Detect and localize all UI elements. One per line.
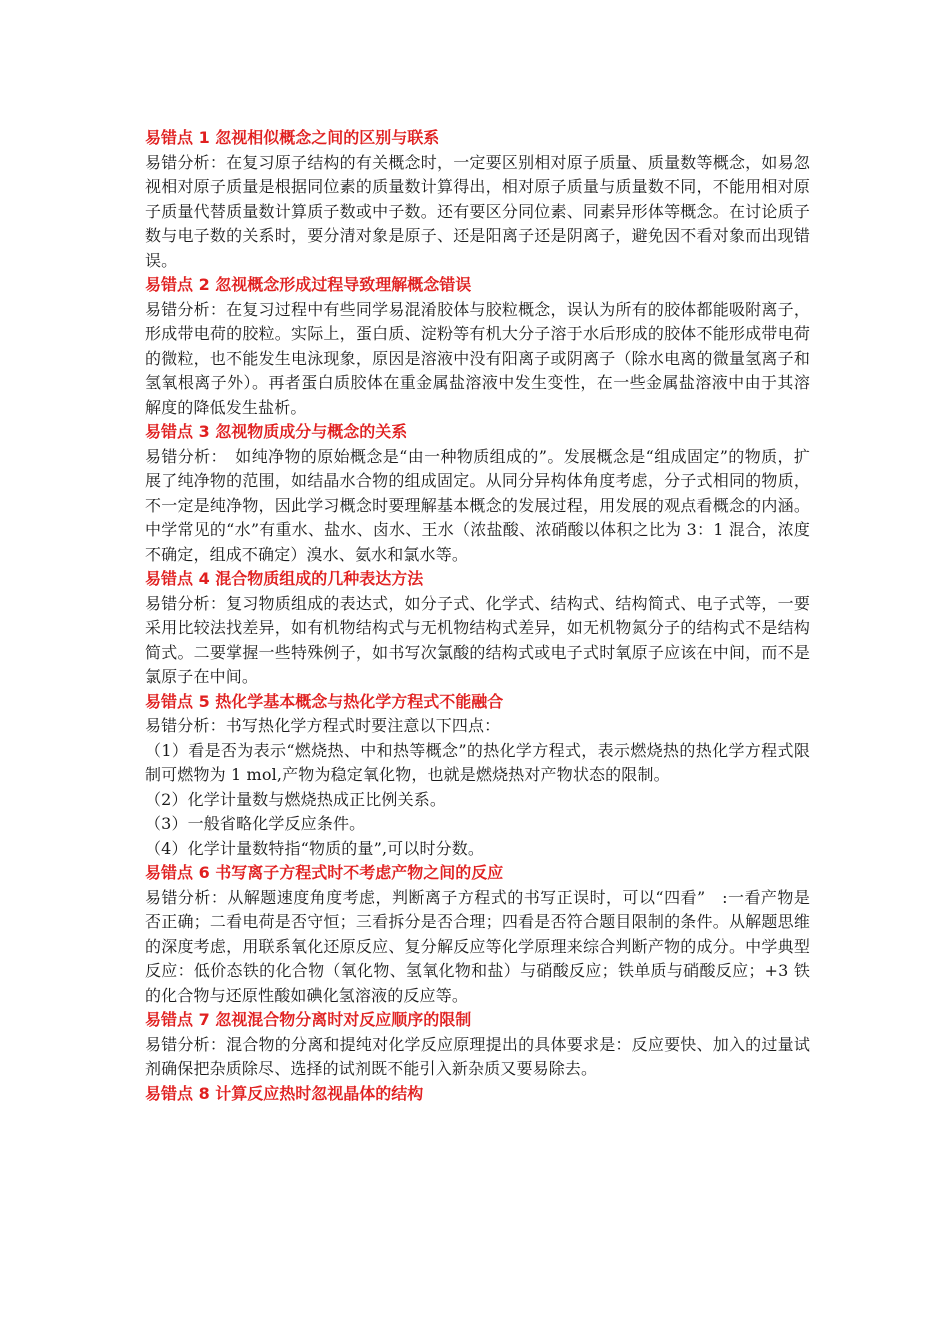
section-paragraph: 易错分析：书写热化学方程式时要注意以下四点： (145, 716, 501, 735)
section-2 (145, 273, 810, 420)
section-heading: 易错点 4 混合物质组成的几种表达方法 (145, 569, 424, 588)
list-item: （2）化学计量数与燃烧热成正比例关系。 (145, 789, 447, 809)
section-6 (145, 861, 810, 1008)
list-item: （4）化学计量数特指“物质的量”,可以时分数。 (145, 838, 485, 858)
section-heading: 易错点 7 忽视混合物分离时对反应顺序的限制 (145, 1010, 472, 1029)
section-heading: 易错点 6 书写离子方程式时不考虑产物之间的反应 (145, 863, 504, 882)
section-7 (145, 1008, 810, 1082)
section-4 (145, 567, 810, 690)
section-paragraph: 易错分析：复习物质组成的表达式，如分子式、化学式、结构式、结构简式、电子式等，一要采用比较法找差异，如有机物结构式与无机物结构式差异，如无机物氮分子的结构式不是结构简式。二要掌握一些特殊例子，如书写次氯酸的结构式或电子式时氧原子应该在中间，而不是氯原子在中间。 (145, 593, 810, 686)
section-5 (145, 690, 810, 862)
list-item: （3）一般省略化学反应条件。 (145, 814, 366, 833)
section-paragraph: 易错分析：从解题速度角度考虑，判断离子方程式的书写正误时，可以“四看” :一看产物是否正确；二看电荷是否守恒；三看拆分是否合理；四看是否符合题目限制的条件。从解题思维的深度考虑，用联系氧化还原反应、复分解反应等化学原理来综合判断产物的成分。中学典型反应：低价态铁的化合物（氧化物、氢氧化物和盐）与硝酸反应；铁单质与硝酸反应；+3 铁的化合物与还原性酸如碘化氢溶液的反应等。 (145, 887, 810, 1005)
section-paragraph: 易错分析：混合物的分离和提纯对化学反应原理提出的具体要求是：反应要快、加入的过量试剂确保把杂质除尽、选择的试剂既不能引入新杂质又要易除去。 (145, 1034, 810, 1078)
section-heading: 易错点 2 忽视概念形成过程导致理解概念错误 (145, 275, 472, 294)
document-body (145, 126, 810, 1106)
section-heading: 易错点 8 计算反应热时忽视晶体的结构 (145, 1083, 424, 1103)
section-1 (145, 126, 810, 273)
section-paragraph: 易错分析： 如纯净物的原始概念是“由一种物质组成的”。发展概念是“组成固定”的物质，扩展了纯净物的范围，如结晶水合物的组成固定。从同分异构体角度考虑，分子式相同的物质，不一定是纯净物，因此学习概念时要理解基本概念的发展过程，用发展的观点看概念的内涵。中学常见的“水”有重水、盐水、卤水、王水（浓盐酸、浓硝酸以体积之比为 3：1 混合，浓度不确定，组成不确定）溴水、氨水和氯水等。 (145, 446, 810, 564)
section-3 (145, 420, 810, 567)
section-8 (145, 1082, 810, 1107)
section-paragraph: 易错分析：在复习过程中有些同学易混淆胶体与胶粒概念，误认为所有的胶体都能吸附离子，形成带电荷的胶粒。实际上，蛋白质、淀粉等有机大分子溶于水后形成的胶体不能形成带电荷的微粒，也不能发生电泳现象，原因是溶液中没有阳离子或阴离子（除水电离的微量氢离子和氢氧根离子外）。再者蛋白质胶体在重金属盐溶液中发生变性，在一些金属盐溶液中由于其溶解度的降低发生盐析。 (145, 299, 810, 417)
section-heading: 易错点 1 忽视相似概念之间的区别与联系 (145, 128, 440, 147)
section-heading: 易错点 5 热化学基本概念与热化学方程式不能融合 (145, 691, 504, 711)
section-paragraph: 易错分析：在复习原子结构的有关概念时，一定要区别相对原子质量、质量数等概念，如易忽视相对原子质量是根据同位素的质量数计算得出，相对原子质量与质量数不同，不能用相对原子质量代替质量数计算质子数或中子数。还有要区分同位素、同素异形体等概念。在讨论质子数与电子数的关系时，要分清对象是原子、还是阳离子还是阴离子，避免因不看对象而出现错误。 (145, 152, 810, 270)
section-heading: 易错点 3 忽视物质成分与概念的关系 (145, 422, 408, 441)
list-item: （1）看是否为表示“燃烧热、中和热等概念”的热化学方程式，表示燃烧热的热化学方程式限制可燃物为 1 mol,产物为稳定氧化物，也就是燃烧热对产物状态的限制。 (145, 740, 810, 784)
